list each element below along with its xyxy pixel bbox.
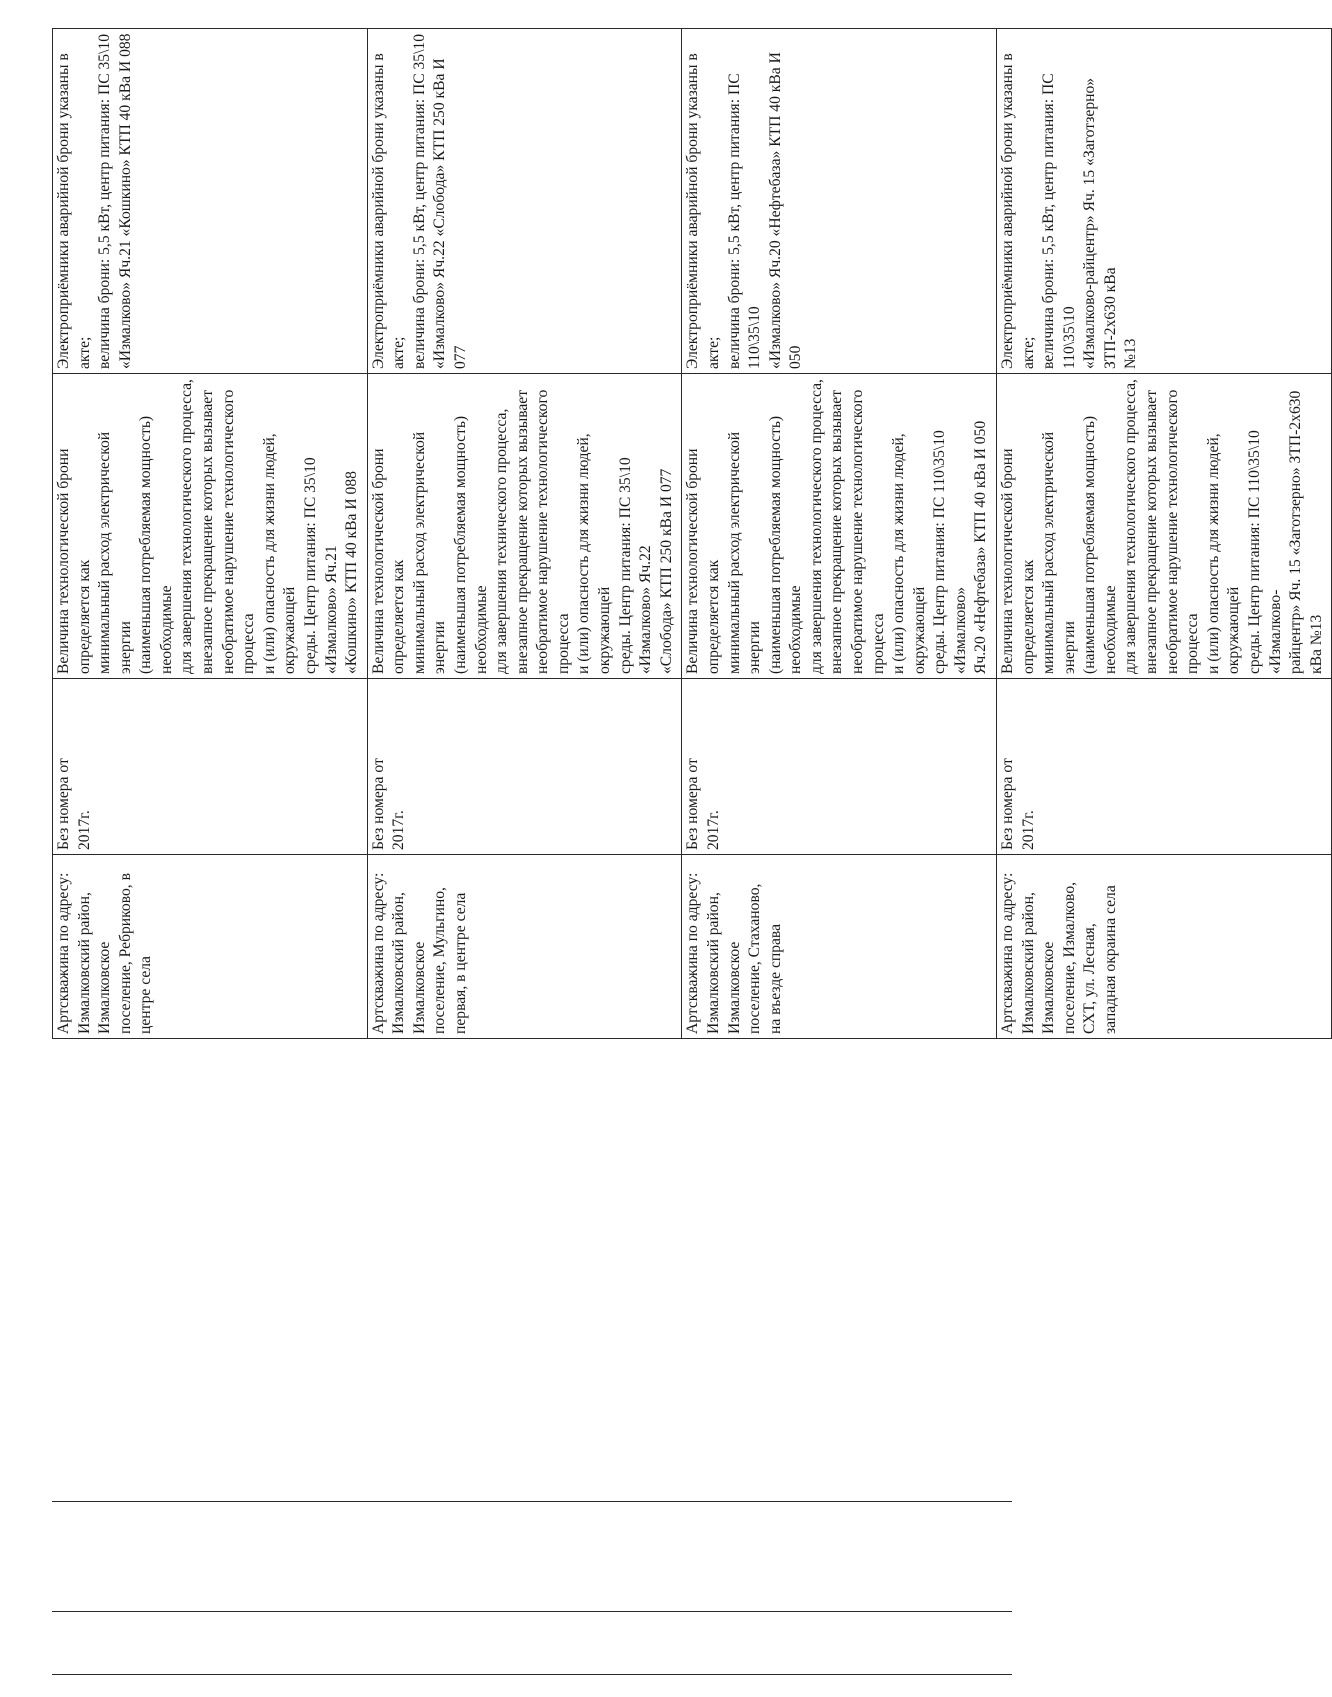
tech-reserve-cell: Величина технологической брони определяется как минимальный расход электрической энергии (наименьшая потребляемая мощность) необходимые для завершения технологического процесса, внезапное прекращение которых вызывает необратимое нарушение технологического процесса и (или) опасность для жизни людей, окружающей среды. Центр питания: ПС 110\35\10 «Измалково- райцентр» Яч. 15 «Заготзерно» ЗТП-2х630 кВа №13	[997, 374, 1332, 679]
table-row	[367, 29, 682, 1039]
emergency-reserve-cell: Электроприёмники аварийной брони указаны в акте; величина брони: 5,5 кВт, центр питания: ПС 35\10 «Измалково» Яч.22 «Слобода» КТП 250 кВа И 077	[367, 29, 682, 374]
address-cell: Артскважина по адресу: Измалковский район, Измалковское поселение, Измалково, СХТ, ул. Лесная, западная окраина села	[997, 855, 1332, 1039]
act-cell: Без номера от 2017г.	[367, 679, 682, 855]
emergency-reserve-cell: Электроприёмники аварийной брони указаны в акте; величина брони: 5,5 кВт, центр питания: ПС 35\10 «Измалково» Яч.21 «Кошкино» КТП 40 кВа И 088	[53, 29, 368, 374]
table-rule	[52, 1674, 1012, 1675]
act-cell: Без номера от 2017г.	[53, 679, 368, 855]
act-cell: Без номера от 2017г.	[997, 679, 1332, 855]
table-row	[997, 29, 1332, 1039]
table-rule	[52, 1501, 1012, 1502]
table-row	[682, 29, 997, 1039]
tech-reserve-cell: Величина технологической брони определяется как минимальный расход электрической энергии (наименьшая потребляемая мощность) необходимые для завершения технологического процесса, внезапное прекращение которых вызывает необратимое нарушение технологического процесса и (или) опасность для жизни людей, окружающей среды. Центр питания: ПС 35\10 «Измалково» Яч.21 «Кошкино» КТП 40 кВа И 088	[53, 374, 368, 679]
tech-reserve-cell: Величина технологической брони определяется как минимальный расход электрической энергии (наименьшая потребляемая мощность) необходимые для завершения технического процесса, внезапное прекращение которых вызывает необратимое нарушение технологического процесса и (или) опасность для жизни людей, окружающей среды. Центр питания: ПС 35\10 «Измалково» Яч.22 «Слобода» КТП 250 кВа И 077	[367, 374, 682, 679]
tech-reserve-cell: Величина технологической брони определяется как минимальный расход электрической энергии (наименьшая потребляемая мощность) необходимые для завершения технологического процесса, внезапное прекращение которых вызывает необратимое нарушение технологического процесса и (или) опасность для жизни людей, окружающей среды. Центр питания: ПС 110\35\10 «Измалково» Яч.20 «Нефтебаза» КТП 40 кВа И 050	[682, 374, 997, 679]
table-rule	[52, 1611, 1012, 1612]
power-reserve-table	[52, 28, 1332, 1039]
table-row	[53, 29, 368, 1039]
address-cell: Артскважина по адресу: Измалковский район, Измалковское поселение, Мульгино, первая, в центре села	[367, 855, 682, 1039]
address-cell: Артскважина по адресу: Измалковский район, Измалковское поселение, Стаханово, на въезде справа	[682, 855, 997, 1039]
emergency-reserve-cell: Электроприёмники аварийной брони указаны в акте; величина брони: 5,5 кВт, центр питания: ПС 110\35\10 «Измалково» Яч.20 «Нефтебаза» КТП 40 кВа И 050	[682, 29, 997, 374]
address-cell: Артскважина по адресу: Измалковский район, Измалковское поселение, Ребриково, в центре села	[53, 855, 368, 1039]
act-cell: Без номера от 2017г.	[682, 679, 997, 855]
emergency-reserve-cell: Электроприёмники аварийной брони указаны в акте; величина брони: 5,5 кВт, центр питания: ПС 110\35\10 «Измалково-райцентр» Яч. 15 «Заготзерно» ЗТП-2х630 кВа №13	[997, 29, 1332, 374]
